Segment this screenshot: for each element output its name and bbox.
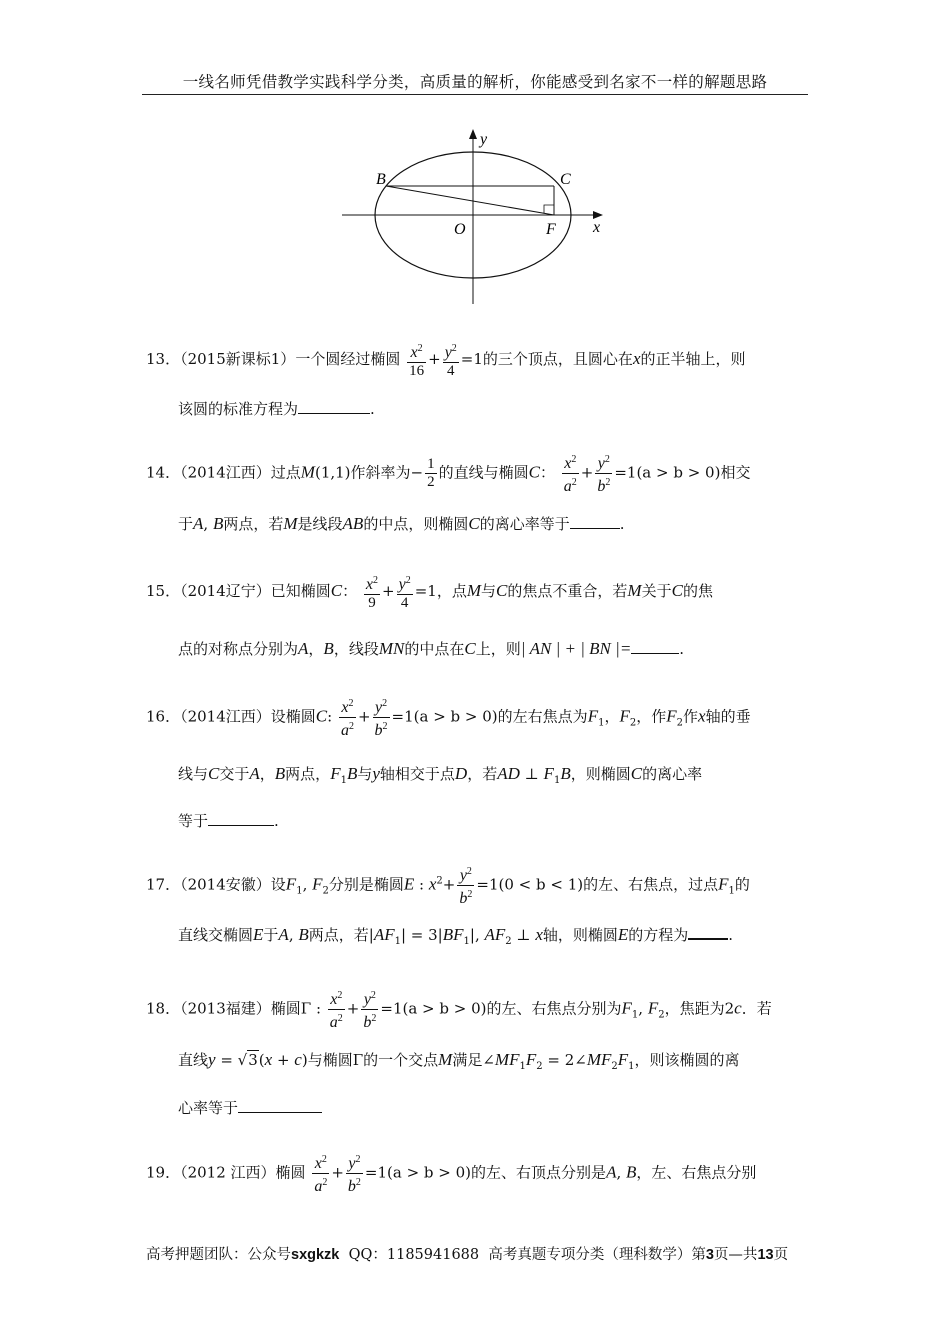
problem-16-line-3: 等于 . xyxy=(178,812,279,830)
problem-number: 16． xyxy=(146,707,181,726)
page-total: 13 xyxy=(757,1247,774,1263)
fraction: $\frac{y^2}{4}$ xyxy=(397,572,413,612)
ellipse-figure xyxy=(338,126,608,308)
page-header: 一线名师凭借教学实践科学分类，高质量的解析，你能感受到名家不一样的解题思路 xyxy=(182,73,768,91)
answer-blank[interactable] xyxy=(238,1098,322,1113)
problem-14-line-1: 14．（2014江西）过点M(1,1)作斜率为− $\frac{1}{2}$ 的直线与椭圆C： $\frac{x^2}{a^2}$ + $\frac{y^2}{b^2}$ =1(a > b > 0)相交 xyxy=(146,451,750,496)
problem-17-line-2: 直线交椭圆E于A, B两点，若$|AF_1| = 3|BF_1|$, $AF_2$ ⊥ x轴，则椭圆E的方程为 . xyxy=(178,925,734,947)
problem-18-line-1: 18．（2013福建）椭圆Γ : $\frac{x^2}{a^2}$ + $\frac{y^2}{b^2}$ =1(a > b > 0)的左、右焦点分别为$F_1$, $F_2$，焦距为2c．若 xyxy=(146,987,772,1032)
problem-source: （2015新课标1） xyxy=(180,350,296,368)
wechat-id: sxgkzk xyxy=(291,1247,340,1263)
fraction: $\frac{y^2}{b^2}$ xyxy=(346,1151,363,1196)
right-angle-mark xyxy=(544,205,554,213)
problem-16-line-1: 16．（2014江西）设椭圆C: $\frac{x^2}{a^2}$ + $\frac{y^2}{b^2}$ =1(a > b > 0)的左右焦点为$F_1$，$F_2$，作$F_2$作x轴的垂 xyxy=(146,695,751,740)
problem-source: （2012 江西） xyxy=(180,1163,276,1182)
problem-source: （2013福建） xyxy=(180,999,271,1018)
header-rule xyxy=(142,94,808,95)
fraction: $\frac{x^2}{a^2}$ xyxy=(328,987,345,1032)
label-x: x xyxy=(593,219,601,236)
problem-number: 18． xyxy=(146,999,181,1018)
problem-number: 14． xyxy=(146,463,181,482)
label-f: F xyxy=(546,221,556,238)
page-footer: 高考押题团队：公众号sxgkzk QQ：1185941688 高考真题专项分类（理科数学）第3页—共13页 xyxy=(146,1247,789,1263)
fraction: $\frac{y^2}{4}$ xyxy=(443,340,459,380)
problem-source: （2014安徽） xyxy=(180,875,271,894)
problem-13-line-1: 13．（2015新课标1）一个圆经过椭圆 $\frac{x^2}{16}$ + $\frac{y^2}{4}$ =1的三个顶点，且圆心在x的正半轴上，则 xyxy=(146,340,746,380)
x-axis-arrow xyxy=(593,211,603,219)
problem-19-line-1: 19．（2012 江西）椭圆 $\frac{x^2}{a^2}$ + $\frac{y^2}{b^2}$ =1(a > b > 0)的左、右顶点分别是A, B，左、右焦点分别 xyxy=(146,1151,756,1196)
y-axis-arrow xyxy=(469,129,477,139)
problem-17-line-1: 17．（2014安徽）设$F_1$, $F_2$分别是椭圆E : $x^2+$ $\frac{y^2}{b^2}$ =1(0 < b < 1)的左、右焦点，过点$F_1$的 xyxy=(146,863,750,908)
problem-number: 15． xyxy=(146,582,181,600)
problem-14-line-2: 于A, B两点，若M是线段AB的中点，则椭圆C的离心率等于 . xyxy=(178,514,625,533)
fraction: $\frac{x^2}{a^2}$ xyxy=(339,695,356,740)
answer-blank[interactable] xyxy=(298,399,370,414)
fraction: $\frac{x^2}{16}$ xyxy=(407,340,426,380)
problem-source: （2014辽宁） xyxy=(180,582,271,600)
problem-18-line-3: 心率等于 xyxy=(178,1096,322,1120)
page-number: 3 xyxy=(705,1247,714,1263)
label-b: B xyxy=(376,171,386,188)
answer-blank[interactable] xyxy=(688,924,728,940)
problem-number: 19． xyxy=(146,1163,181,1182)
problem-16-line-2: 线与C交于A，B两点，$F_1B$与y轴相交于点D，若AD ⊥ $F_1B$，则椭圆C的离心率 xyxy=(178,764,703,786)
fraction: $\frac{y^2}{b^2}$ xyxy=(595,451,612,496)
label-c: C xyxy=(560,171,571,188)
label-y: y xyxy=(480,131,488,148)
problem-15-line-1: 15．（2014辽宁）已知椭圆C： $\frac{x^2}{9}$ + $\frac{y^2}{4}$ =1，点M与C的焦点不重合，若M关于C的焦 xyxy=(146,572,713,612)
fraction: $\frac{x^2}{a^2}$ xyxy=(562,451,579,496)
problem-source: （2014江西） xyxy=(180,463,271,482)
problem-number: 17． xyxy=(146,875,181,894)
answer-blank[interactable] xyxy=(631,639,679,654)
problem-13-line-2: 该圆的标准方程为 . xyxy=(178,400,375,418)
problem-source: （2014江西） xyxy=(180,707,271,726)
label-o: O xyxy=(454,221,466,238)
problem-18-line-2: 直线y = √3(x + c)与椭圆Γ的一个交点M满足$\angle MF_1F_2$ = $2\angle MF_2F_1$，则该椭圆的离 xyxy=(178,1050,740,1072)
fraction: $\frac{x^2}{9}$ xyxy=(364,572,380,612)
fraction: $\frac{y^2}{b^2}$ xyxy=(457,863,474,908)
problem-15-line-2: 点的对称点分别为A，B，线段MN的中点在C上，则| AN | + | BN |= . xyxy=(178,639,685,658)
fraction: $\frac{1}{2}$ xyxy=(427,456,435,490)
segment-bf xyxy=(386,186,554,215)
answer-blank[interactable] xyxy=(208,811,274,826)
fraction: $\frac{y^2}{b^2}$ xyxy=(361,987,378,1032)
qq-number: 1185941688 xyxy=(386,1247,480,1263)
answer-blank[interactable] xyxy=(570,514,620,529)
problem-number: 13． xyxy=(146,350,181,368)
fraction: $\frac{x^2}{a^2}$ xyxy=(312,1151,329,1196)
fraction: $\frac{y^2}{b^2}$ xyxy=(373,695,390,740)
